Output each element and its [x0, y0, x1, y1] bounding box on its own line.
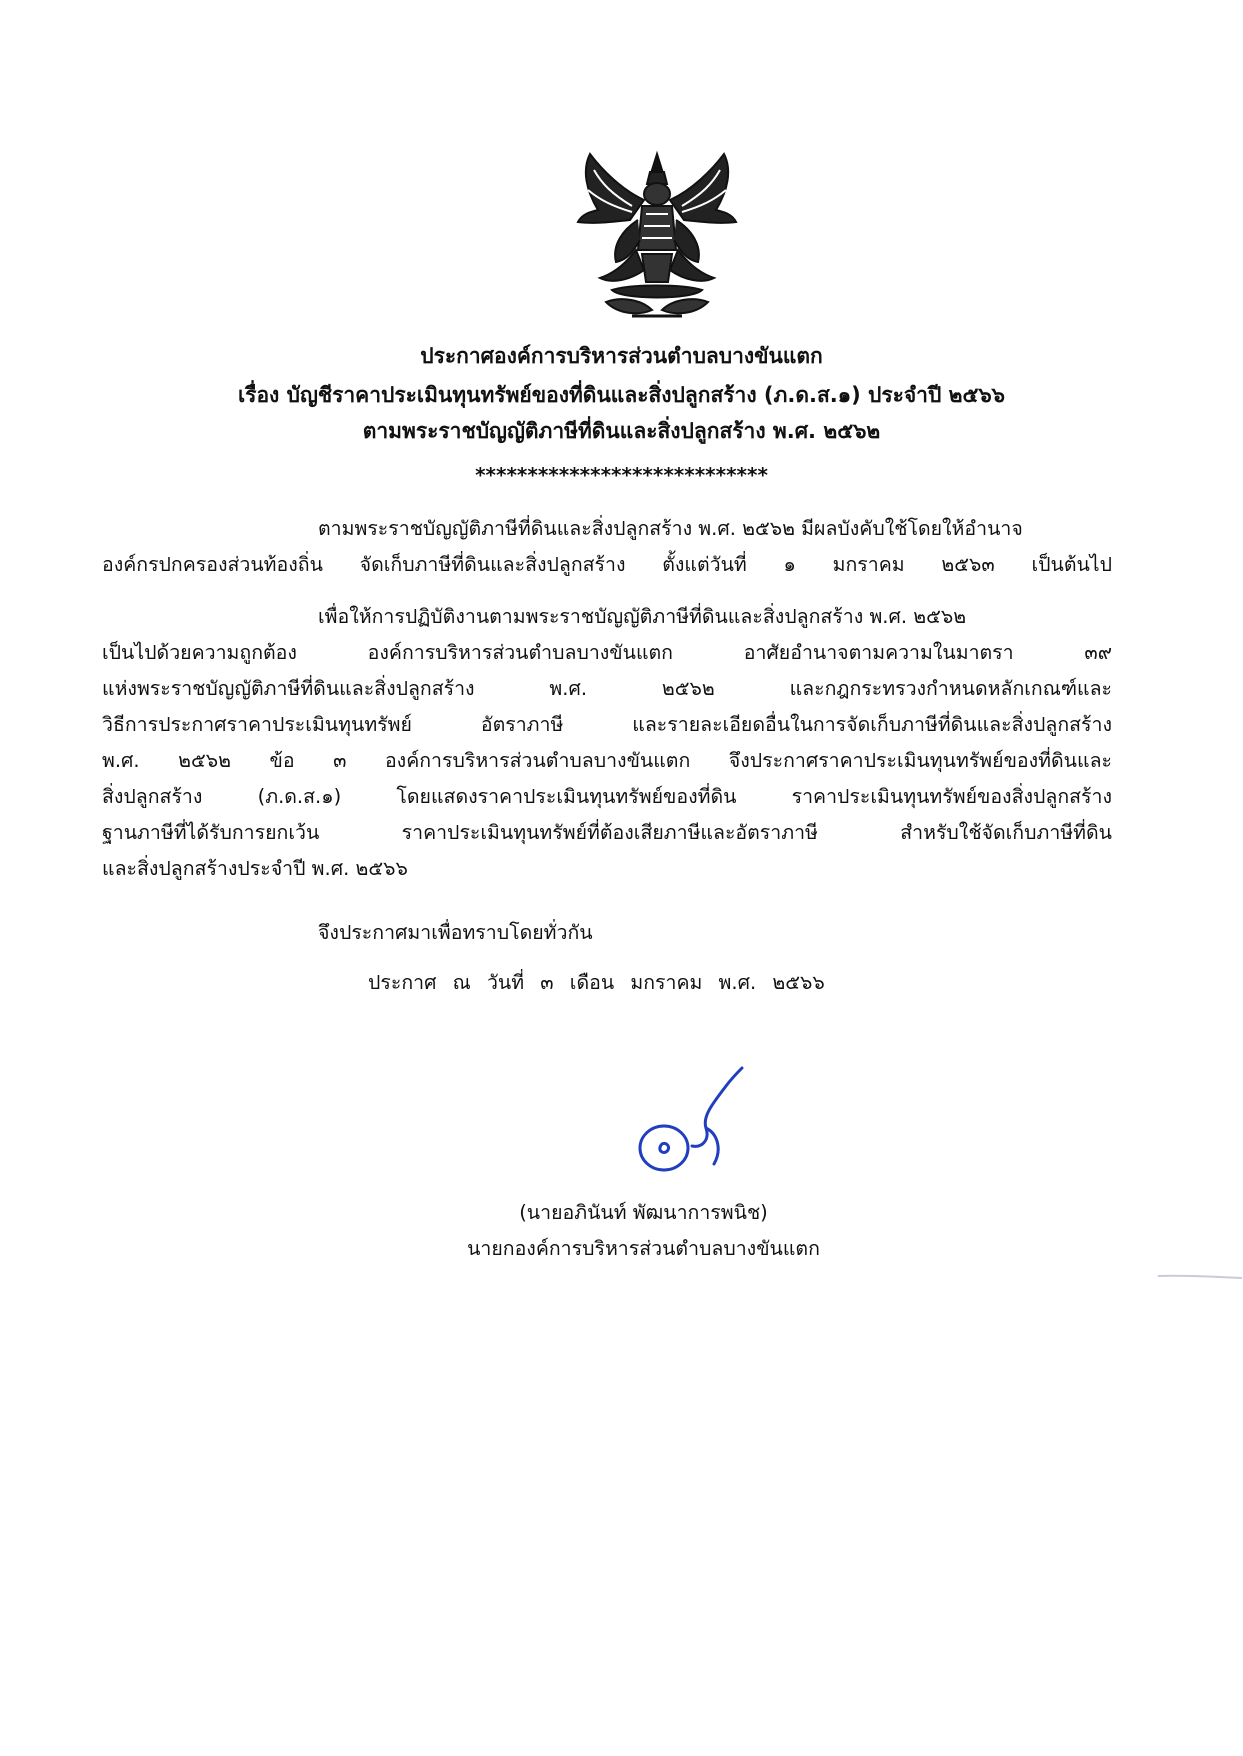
- paragraph2-line5: พ.ศ. ๒๕๖๒ ข้อ ๓ องค์การบริหารส่วนตำบลบางขันแตก จึงประกาศราคาประเมินทุนทรัพย์ของที่ดินและ: [102, 749, 1112, 772]
- paragraph2-line8: และสิ่งปลูกสร้างประจำปี พ.ศ. ๒๕๖๖: [102, 857, 408, 880]
- separator-stars: ****************************: [475, 463, 768, 487]
- announcement-legal-basis: ตามพระราชบัญญัติภาษีที่ดินและสิ่งปลูกสร้าง พ.ศ. ๒๕๖๒: [362, 419, 881, 443]
- paragraph2-line2: เป็นไปด้วยความถูกต้อง องค์การบริหารส่วนตำบลบางขันแตก อาศัยอำนาจตามความในมาตรา ๓๙: [102, 641, 1112, 664]
- paragraph2-line7: ฐานภาษีที่ได้รับการยกเว้น ราคาประเมินทุนทรัพย์ที่ต้องเสียภาษีและอัตราภาษี สำหรับใช้จัดเก็บภาษีที่ดิน: [102, 821, 1112, 844]
- paragraph2-line3: แห่งพระราชบัญญัติภาษีที่ดินและสิ่งปลูกสร้าง พ.ศ. ๒๕๖๒ และกฎกระทรวงกำหนดหลักเกณฑ์และ: [102, 677, 1112, 700]
- paragraph1-line2: องค์กรปกครองส่วนท้องถิ่น จัดเก็บภาษีที่ดินและสิ่งปลูกสร้าง ตั้งแต่วันที่ ๑ มกราคม ๒๕๖๓ เป็นต้นไป: [102, 553, 1112, 576]
- paragraph2-line6: สิ่งปลูกสร้าง (ภ.ด.ส.๑) โดยแสดงราคาประเมินทุนทรัพย์ของที่ดิน ราคาประเมินทุนทรัพย์ของสิ่งปลูกสร้าง: [102, 785, 1112, 808]
- signature-image: [622, 1064, 762, 1184]
- garuda-emblem-icon: [572, 150, 742, 322]
- announcement-subject: เรื่อง บัญชีราคาประเมินทุนทรัพย์ของที่ดินและสิ่งปลูกสร้าง (ภ.ด.ส.๑) ประจำปี ๒๕๖๖: [237, 383, 1006, 407]
- paragraph2-line4: วิธีการประกาศราคาประเมินทุนทรัพย์ อัตราภาษี และรายละเอียดอื่นในการจัดเก็บภาษีที่ดินและสิ่งปลูกสร้าง: [102, 713, 1112, 736]
- closing-statement: จึงประกาศมาเพื่อทราบโดยทั่วกัน: [318, 921, 593, 944]
- paragraph2-line1: เพื่อให้การปฏิบัติงานตามพระราชบัญญัติภาษีที่ดินและสิ่งปลูกสร้าง พ.ศ. ๒๕๖๒: [318, 605, 967, 628]
- signatory-name: (นายอภินันท์ พัฒนาการพนิช): [519, 1201, 768, 1224]
- signatory-position: นายกองค์การบริหารส่วนตำบลบางขันแตก: [467, 1237, 820, 1260]
- paragraph1-line1: ตามพระราชบัญญัติภาษีที่ดินและสิ่งปลูกสร้าง พ.ศ. ๒๕๖๒ มีผลบังคับใช้โดยให้อำนาจ: [318, 517, 1023, 540]
- announcement-title: ประกาศองค์การบริหารส่วนตำบลบางขันแตก: [420, 344, 823, 368]
- announcement-date: ประกาศ ณ วันที่ ๓ เดือน มกราคม พ.ศ. ๒๕๖๖: [368, 971, 825, 994]
- scan-mark: [1158, 1274, 1242, 1280]
